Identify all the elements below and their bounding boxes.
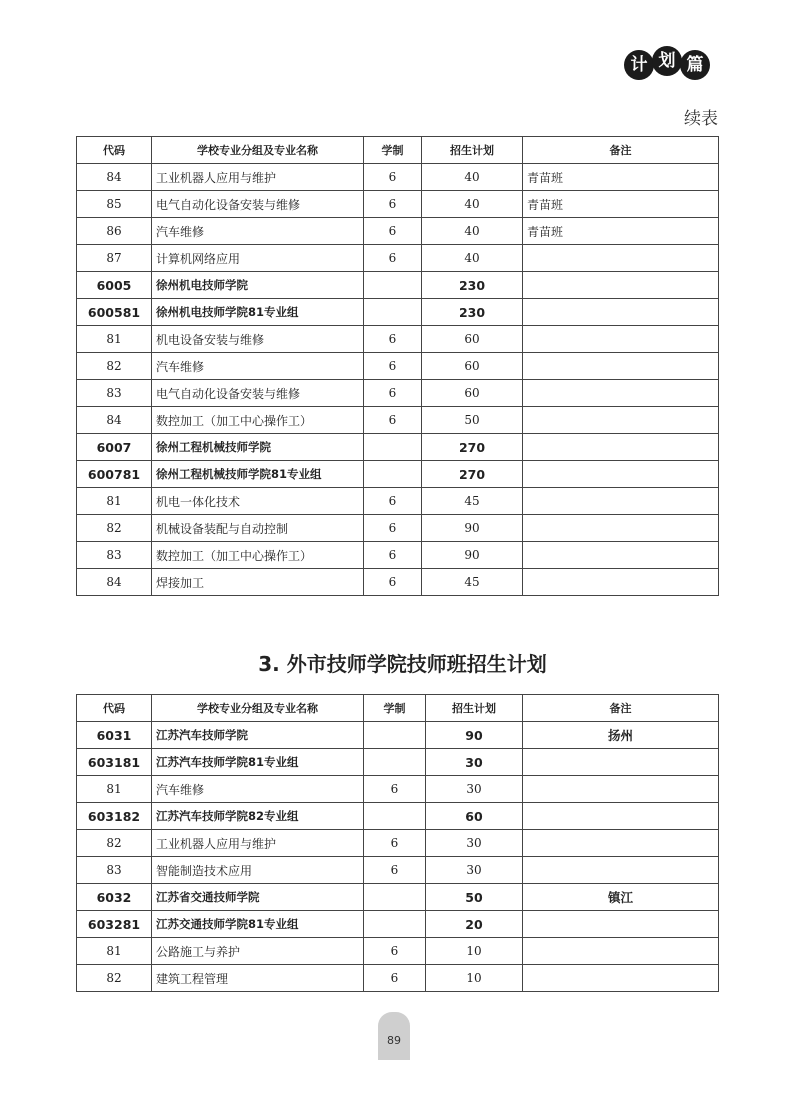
cell-code: 6005 [77,272,152,299]
cell-note: 青苗班 [523,218,719,245]
cell-name: 徐州机电技师学院 [152,272,364,299]
cell-name: 计算机网络应用 [152,245,364,272]
cell-name: 江苏汽车技师学院81专业组 [152,749,364,776]
header-years: 学制 [364,695,426,722]
cell-code: 81 [77,488,152,515]
cell-plan: 40 [422,245,523,272]
cell-code: 83 [77,857,152,884]
cell-code: 82 [77,830,152,857]
cell-code: 603181 [77,749,152,776]
cell-plan: 270 [422,434,523,461]
logo-char: 计 [624,50,654,80]
school-row [77,803,719,830]
logo-char: 篇 [680,50,710,80]
table-header-row [77,695,719,722]
cell-plan: 90 [426,722,523,749]
cell-name: 公路施工与养护 [152,938,364,965]
table-row [77,245,719,272]
school-row [77,461,719,488]
cell-plan: 50 [426,884,523,911]
cell-years: 6 [364,218,422,245]
school-row [77,749,719,776]
cell-years: 6 [364,407,422,434]
cell-years [364,272,422,299]
cell-years [364,299,422,326]
cell-name: 工业机器人应用与维护 [152,830,364,857]
cell-name: 徐州工程机械技师学院 [152,434,364,461]
section-title: 3. 外市技师学院技师班招生计划 [258,652,547,676]
cell-plan: 40 [422,218,523,245]
cell-years: 6 [364,776,426,803]
header-note: 备注 [523,137,719,164]
cell-note [523,830,719,857]
cell-note [523,353,719,380]
cell-note [523,299,719,326]
table-row [77,164,719,191]
cell-years [364,884,426,911]
cell-code: 6031 [77,722,152,749]
school-row [77,272,719,299]
cell-code: 603182 [77,803,152,830]
cell-note [523,542,719,569]
cell-name: 江苏省交通技师学院 [152,884,364,911]
cell-years [364,911,426,938]
cell-years: 6 [364,191,422,218]
cell-plan: 45 [422,569,523,596]
cell-name: 汽车维修 [152,776,364,803]
table-row [77,542,719,569]
cell-plan: 10 [426,938,523,965]
cell-name: 江苏汽车技师学院82专业组 [152,803,364,830]
cell-code: 603281 [77,911,152,938]
cell-code: 84 [77,164,152,191]
table-header-row [77,137,719,164]
cell-plan: 60 [422,380,523,407]
cell-note: 镇江 [523,884,719,911]
cell-plan: 30 [426,776,523,803]
cell-plan: 30 [426,857,523,884]
logo-char: 划 [652,46,682,76]
cell-note [523,803,719,830]
header-plan: 招生计划 [426,695,523,722]
table-row [77,515,719,542]
enrollment-table-continued [76,136,719,596]
cell-code: 85 [77,191,152,218]
cell-name: 建筑工程管理 [152,965,364,992]
cell-name: 焊接加工 [152,569,364,596]
cell-years: 6 [364,380,422,407]
cell-plan: 50 [422,407,523,434]
cell-plan: 90 [422,515,523,542]
cell-name: 汽车维修 [152,218,364,245]
cell-name: 汽车维修 [152,353,364,380]
cell-code: 83 [77,542,152,569]
cell-plan: 45 [422,488,523,515]
school-row [77,911,719,938]
header-plan: 招生计划 [422,137,523,164]
header-code: 代码 [77,137,152,164]
cell-note [523,326,719,353]
cell-note [523,569,719,596]
cell-plan: 30 [426,749,523,776]
cell-plan: 230 [422,272,523,299]
table-row [77,857,719,884]
cell-note: 青苗班 [523,191,719,218]
header-name: 学校专业分组及专业名称 [152,695,364,722]
cell-code: 82 [77,515,152,542]
cell-years: 6 [364,326,422,353]
cell-plan: 30 [426,830,523,857]
cell-note [523,407,719,434]
cell-name: 江苏交通技师学院81专业组 [152,911,364,938]
header-name: 学校专业分组及专业名称 [152,137,364,164]
cell-note: 青苗班 [523,164,719,191]
table-row [77,218,719,245]
cell-code: 600581 [77,299,152,326]
page-number-tab [378,1012,410,1060]
table-row [77,830,719,857]
cell-plan: 20 [426,911,523,938]
cell-code: 600781 [77,461,152,488]
cell-note [523,245,719,272]
cell-name: 电气自动化设备安装与维修 [152,191,364,218]
cell-note [523,749,719,776]
cell-code: 86 [77,218,152,245]
cell-name: 徐州机电技师学院81专业组 [152,299,364,326]
cell-years: 6 [364,965,426,992]
cell-note: 扬州 [523,722,719,749]
cell-note [523,857,719,884]
cell-years: 6 [364,515,422,542]
cell-plan: 90 [422,542,523,569]
cell-name: 机械设备装配与自动控制 [152,515,364,542]
cell-name: 数控加工（加工中心操作工） [152,407,364,434]
cell-years [364,749,426,776]
header-code: 代码 [77,695,152,722]
cell-years: 6 [364,542,422,569]
cell-code: 81 [77,776,152,803]
cell-code: 81 [77,326,152,353]
cell-note [523,911,719,938]
table-row [77,965,719,992]
cell-years [364,803,426,830]
cell-years: 6 [364,938,426,965]
header-years: 学制 [364,137,422,164]
table-row [77,938,719,965]
cell-years: 6 [364,353,422,380]
page-number: 89 [387,1034,401,1047]
enrollment-table-other-cities [76,694,719,992]
cell-code: 6032 [77,884,152,911]
school-row [77,434,719,461]
table-row [77,326,719,353]
cell-code: 82 [77,965,152,992]
school-row [77,884,719,911]
table-row [77,380,719,407]
cell-name: 江苏汽车技师学院 [152,722,364,749]
cell-years: 6 [364,245,422,272]
cell-note [523,515,719,542]
table-row [77,353,719,380]
cell-code: 83 [77,380,152,407]
header-note: 备注 [523,695,719,722]
table-row [77,776,719,803]
cell-code: 6007 [77,434,152,461]
cell-name: 智能制造技术应用 [152,857,364,884]
cell-note [523,461,719,488]
cell-plan: 60 [422,353,523,380]
cell-years: 6 [364,569,422,596]
cell-code: 82 [77,353,152,380]
cell-name: 机电设备安装与维修 [152,326,364,353]
table-row [77,407,719,434]
cell-note [523,488,719,515]
school-row [77,299,719,326]
table-row [77,569,719,596]
cell-years [364,461,422,488]
cell-plan: 40 [422,191,523,218]
cell-code: 81 [77,938,152,965]
school-row [77,722,719,749]
cell-plan: 60 [422,326,523,353]
cell-years: 6 [364,164,422,191]
table-row [77,488,719,515]
cell-name: 电气自动化设备安装与维修 [152,380,364,407]
cell-name: 数控加工（加工中心操作工） [152,542,364,569]
cell-plan: 230 [422,299,523,326]
cell-years: 6 [364,488,422,515]
cell-name: 机电一体化技术 [152,488,364,515]
cell-code: 87 [77,245,152,272]
cell-note [523,965,719,992]
cell-note [523,272,719,299]
continued-label: 续表 [684,109,718,129]
cell-years: 6 [364,830,426,857]
section-logo [624,46,714,82]
cell-note [523,776,719,803]
cell-plan: 10 [426,965,523,992]
cell-name: 工业机器人应用与维护 [152,164,364,191]
cell-note [523,434,719,461]
cell-years [364,722,426,749]
cell-plan: 40 [422,164,523,191]
cell-plan: 270 [422,461,523,488]
cell-note [523,938,719,965]
cell-years [364,434,422,461]
table-row [77,191,719,218]
cell-code: 84 [77,407,152,434]
cell-name: 徐州工程机械技师学院81专业组 [152,461,364,488]
cell-code: 84 [77,569,152,596]
cell-plan: 60 [426,803,523,830]
cell-years: 6 [364,857,426,884]
cell-note [523,380,719,407]
